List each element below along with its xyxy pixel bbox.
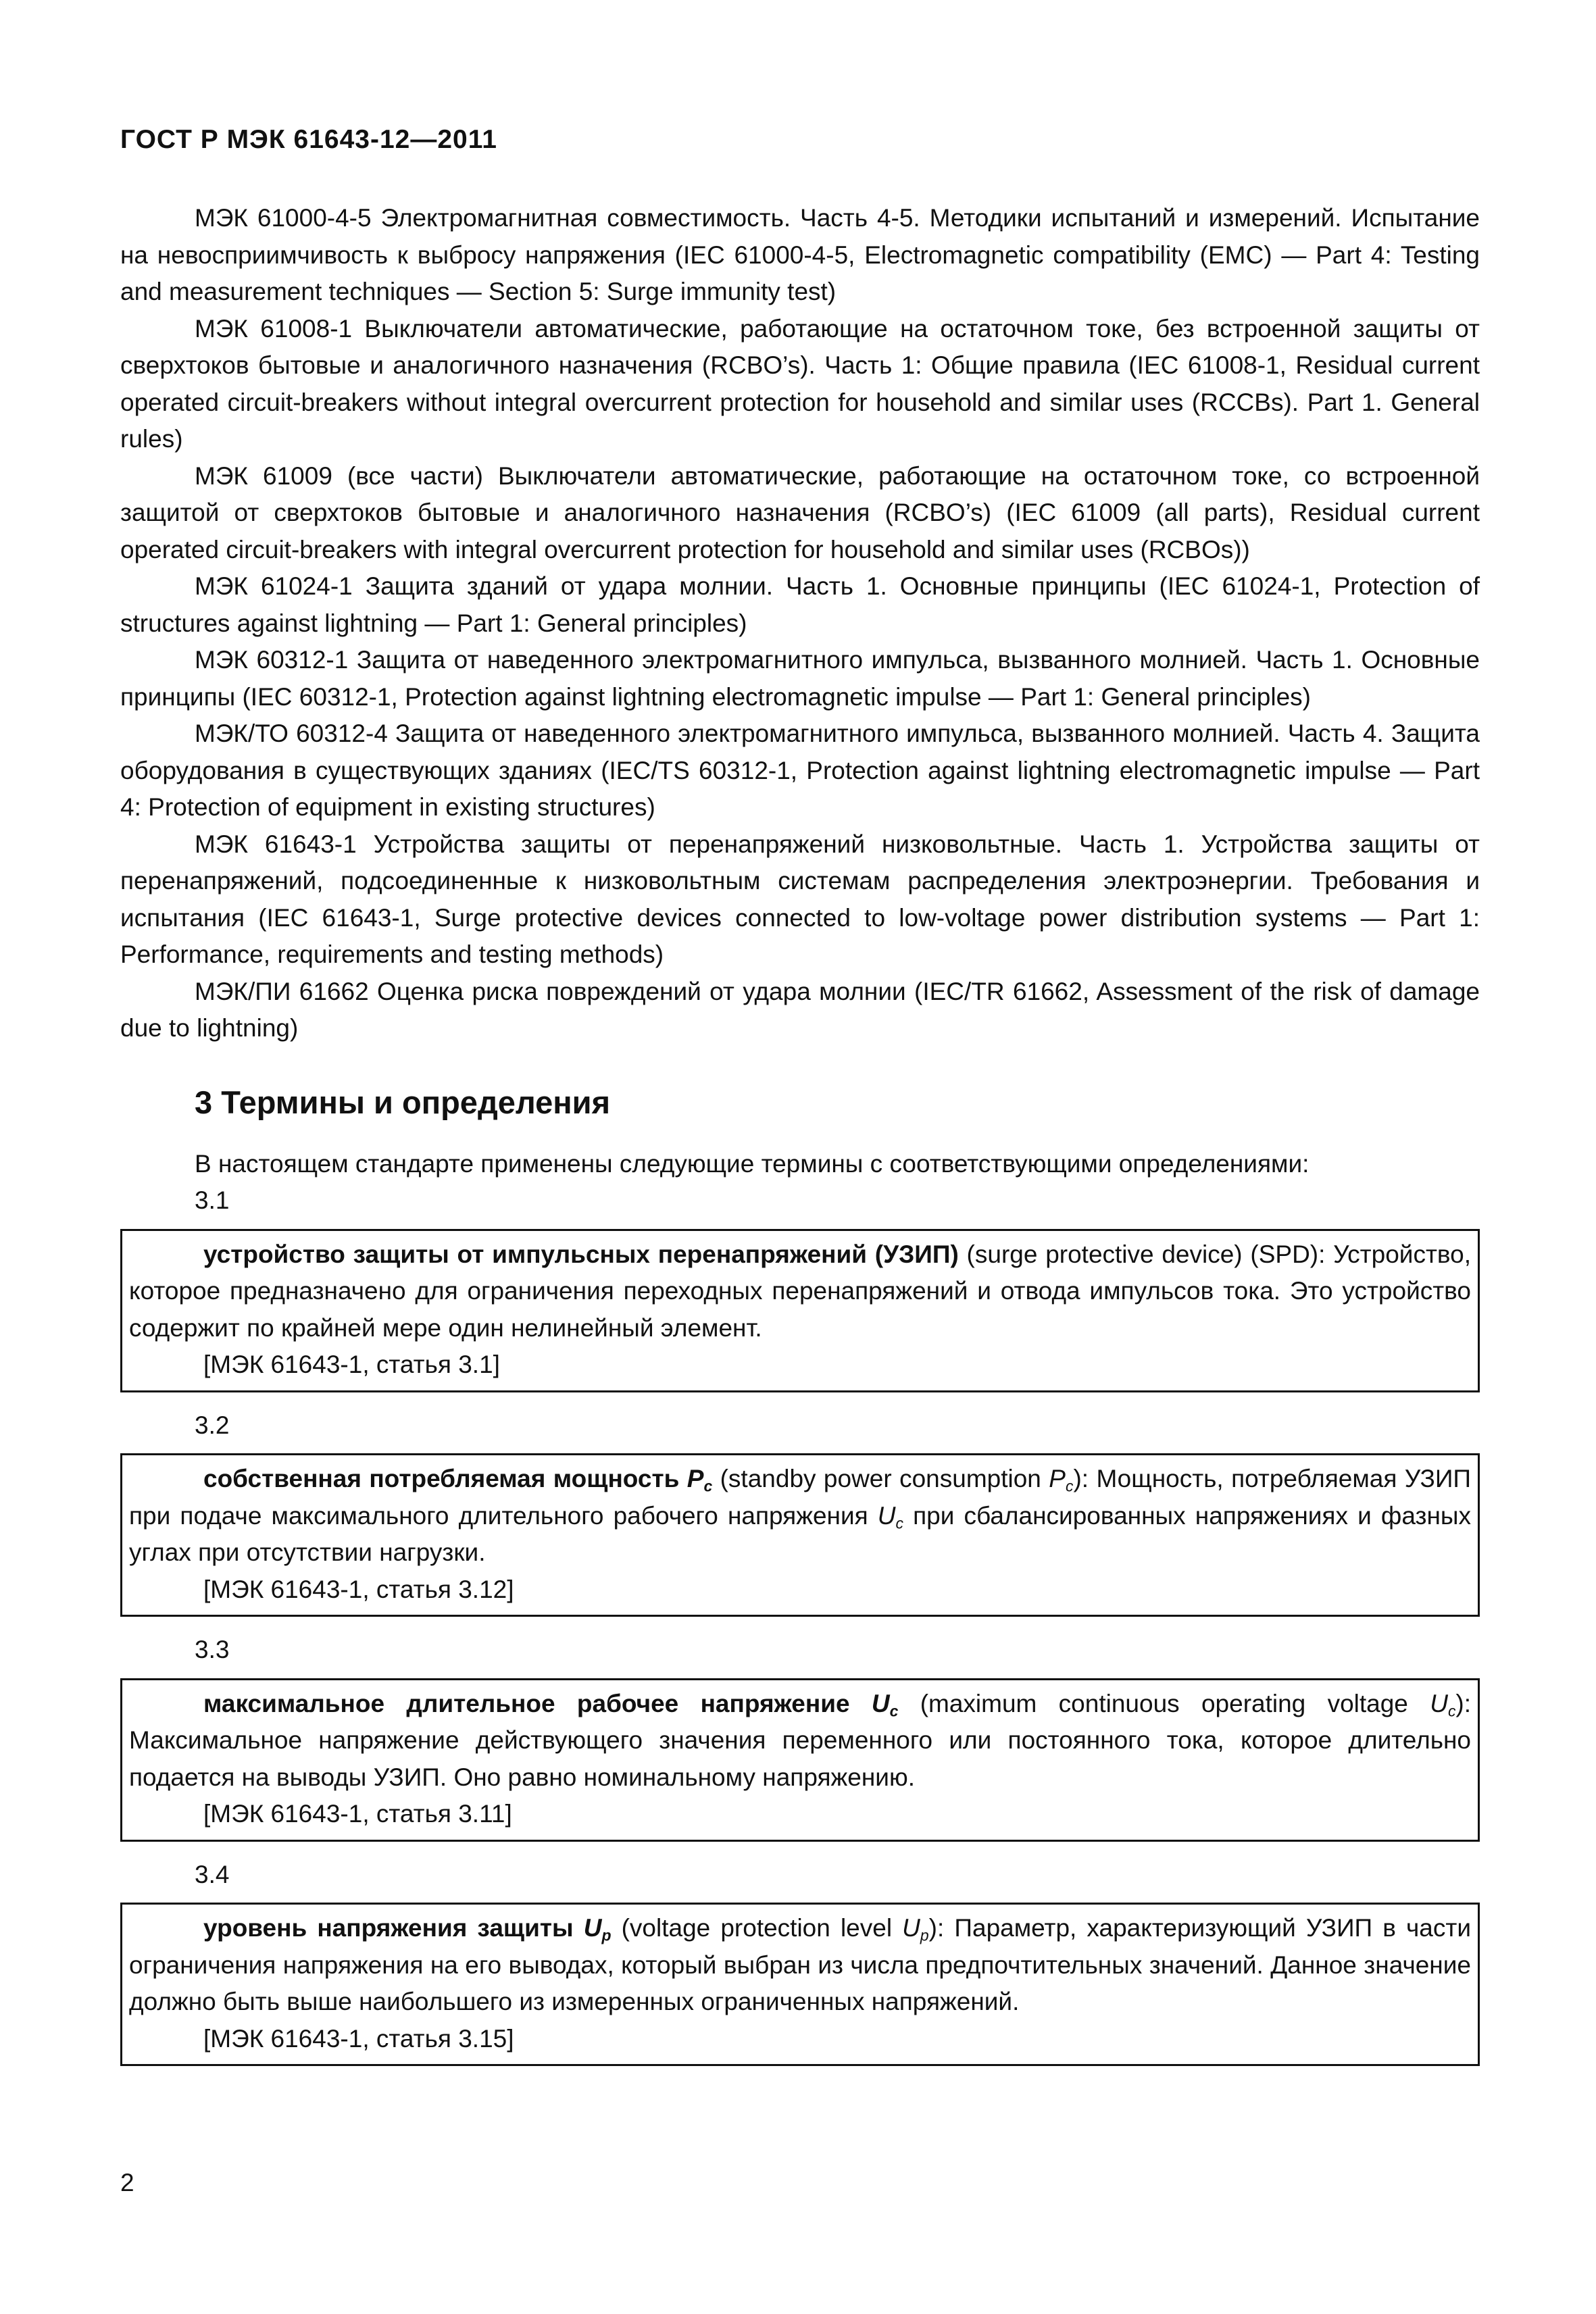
page-number: 2 bbox=[120, 2169, 134, 2196]
symbol-letter: U bbox=[877, 1501, 896, 1530]
term-definition-text: Максимальное напряжение действующего значения переменного или постоянного тока, которое длительно подается на выводы УЗИП. Оно равно номинальному напряжению. bbox=[129, 1726, 1471, 1791]
term-box-3-4 bbox=[120, 1903, 1480, 2066]
term-number: 3.1 bbox=[195, 1186, 230, 1214]
section-title: 3 Термины и определения bbox=[195, 1084, 610, 1120]
term-english-symbol bbox=[902, 1914, 929, 1942]
reference-entry: МЭК 61008-1 Выключатели автоматические, работающие на остаточном токе, без встроенной защиты от сверхтоков бытовые и аналогичного назначения (RCBO’s). Часть 1: Общие правила (IEC 61008-1, Residual current operated circuit-breakers without integral overcurrent protection for household and similar uses (RCCBs). Part 1. General rules) bbox=[120, 314, 1480, 453]
term-symbol bbox=[872, 1690, 899, 1717]
term-number: 3.4 bbox=[195, 1860, 230, 1888]
term-name: максимальное длительное рабочее напряжение bbox=[203, 1689, 850, 1717]
symbol-subscript: c bbox=[1065, 1477, 1074, 1495]
reference-entry: МЭК/ПИ 61662 Оценка риска повреждений от удара молнии (IEC/TR 61662, Assessment of the risk of damage due to lightning) bbox=[120, 977, 1480, 1042]
term-number: 3.2 bbox=[195, 1411, 230, 1439]
term-box-3-1 bbox=[120, 1229, 1480, 1392]
term-definition-text: Устройство, которое предназначено для ограничения переходных перенапряжений и отвода импульсов тока. Это устройство содержит по крайней мере один нелинейный элемент. bbox=[129, 1240, 1471, 1342]
term-definition bbox=[129, 1461, 1471, 1571]
symbol-subscript: c bbox=[1447, 1701, 1456, 1719]
document-body bbox=[120, 200, 1480, 2081]
symbol-subscript: c bbox=[703, 1477, 713, 1495]
reference-entry: МЭК 61024-1 Защита зданий от удара молнии. Часть 1. Основные принципы (IEC 61024-1, Protection of structures against lightning — Part 1: General principles) bbox=[120, 572, 1480, 637]
term-box-3-2 bbox=[120, 1453, 1480, 1617]
symbol-letter: U bbox=[1430, 1689, 1448, 1717]
symbol-subscript: c bbox=[889, 1701, 899, 1719]
term-definition bbox=[129, 1686, 1471, 1796]
symbol-letter: U bbox=[902, 1914, 920, 1942]
term-symbol bbox=[584, 1914, 612, 1942]
symbol-letter: P bbox=[687, 1465, 704, 1492]
term-symbol bbox=[687, 1465, 713, 1495]
symbol-letter: U bbox=[871, 1689, 890, 1717]
term-english: (maximum continuous operating voltage bbox=[898, 1689, 1430, 1717]
symbol-subscript: p bbox=[920, 1926, 929, 1944]
reference-entry: МЭК 61643-1 Устройства защиты от перенапряжений низковольтные. Часть 1. Устройства защиты от перенапряжений, подсоединенные к низковольтным системам распределения электроэнергии. Требования и испытания (IEC 61643-1, Surge protective devices connected to low-voltage power distribution systems — Part 1: Performance, requirements and testing methods) bbox=[120, 830, 1480, 968]
symbol-subscript: c bbox=[895, 1513, 903, 1532]
reference-entry: МЭК 61009 (все части) Выключатели автоматические, работающие на остаточном токе, со встроенной защитой от сверхтоков бытовые и аналогичного назначения (RCBO’s) (IEC 61009 (all parts), Residual current operated circuit-breakers with integral overcurrent protection for household and similar uses (RCBOs)) bbox=[120, 461, 1480, 563]
term-name: устройство защиты от импульсных перенапряжений (УЗИП) bbox=[203, 1240, 959, 1268]
term-name: собственная потребляемая мощность bbox=[203, 1465, 680, 1492]
term-definition-text: Мощность, потребляемая УЗИП при подаче максимального длительного рабочего напряжения bbox=[129, 1465, 1472, 1530]
term-english-end: ): bbox=[1073, 1465, 1089, 1492]
term-english: (standby power consumption bbox=[712, 1465, 1049, 1492]
term-reference: [МЭК 61643-1, статья 3.15] bbox=[203, 2024, 514, 2053]
symbol-letter: P bbox=[1049, 1465, 1066, 1492]
term-definition-text: Параметр, характеризующий УЗИП в части ограничения напряжения на его выводах, который выбран из числа предпочтительных значений. Данное значение должно быть выше наибольшего из измеренных ограниченных напряжений. bbox=[129, 1914, 1471, 2015]
term-english-symbol bbox=[1049, 1465, 1074, 1495]
term-definition bbox=[129, 1910, 1471, 2021]
term-definition bbox=[129, 1236, 1471, 1347]
document-header: ГОСТ Р МЭК 61643-12—2011 bbox=[120, 125, 497, 154]
term-box-3-3 bbox=[120, 1678, 1480, 1842]
section-intro: В настоящем стандарте применены следующие термины с соответствующими определениями: bbox=[195, 1149, 1310, 1178]
reference-entry: МЭК/ТО 60312-4 Защита от наведенного электромагнитного импульса, вызванного молнией. Часть 4. Защита оборудования в существующих зданиях (IEC/TS 60312-1, Protection against lightning electromagnetic impulse — Part 4: Protection of equipment in existing structures) bbox=[120, 720, 1480, 821]
term-reference: [МЭК 61643-1, статья 3.11] bbox=[203, 1800, 512, 1828]
term-english: (surge protective device) (SPD): bbox=[958, 1240, 1326, 1268]
symbol-subscript: p bbox=[601, 1926, 612, 1944]
reference-entry: МЭК 61000-4-5 Электромагнитная совместимость. Часть 4-5. Методики испытаний и измерений. Испытание на невосприимчивость к выбросу напряжения (IEC 61000-4-5, Electromagnetic compatibility (EMC) — Part 4: Testing and measurement techniques — Section 5: Surge immunity test) bbox=[120, 204, 1480, 305]
definition-symbol bbox=[878, 1502, 903, 1530]
reference-entry: МЭК 60312-1 Защита от наведенного электромагнитного импульса, вызванного молнией. Часть 1. Основные принципы (IEC 60312-1, Protection against lightning electromagnetic impulse — Part 1: General principles) bbox=[120, 646, 1480, 711]
term-reference: [МЭК 61643-1, статья 3.12] bbox=[203, 1575, 514, 1603]
term-english-symbol bbox=[1430, 1690, 1455, 1717]
term-number: 3.3 bbox=[195, 1636, 230, 1663]
term-english: (voltage protection level bbox=[611, 1914, 903, 1942]
term-english-end: ): bbox=[1455, 1689, 1472, 1717]
term-reference: [МЭК 61643-1, статья 3.1] bbox=[203, 1351, 500, 1378]
symbol-letter: U bbox=[583, 1914, 602, 1942]
term-english-end: ): bbox=[928, 1914, 945, 1942]
term-definition-text: при сбалансированных напряжениях и фазных углах при отсутствии нагрузки. bbox=[129, 1501, 1471, 1566]
term-name: уровень напряжения защиты bbox=[203, 1914, 574, 1942]
